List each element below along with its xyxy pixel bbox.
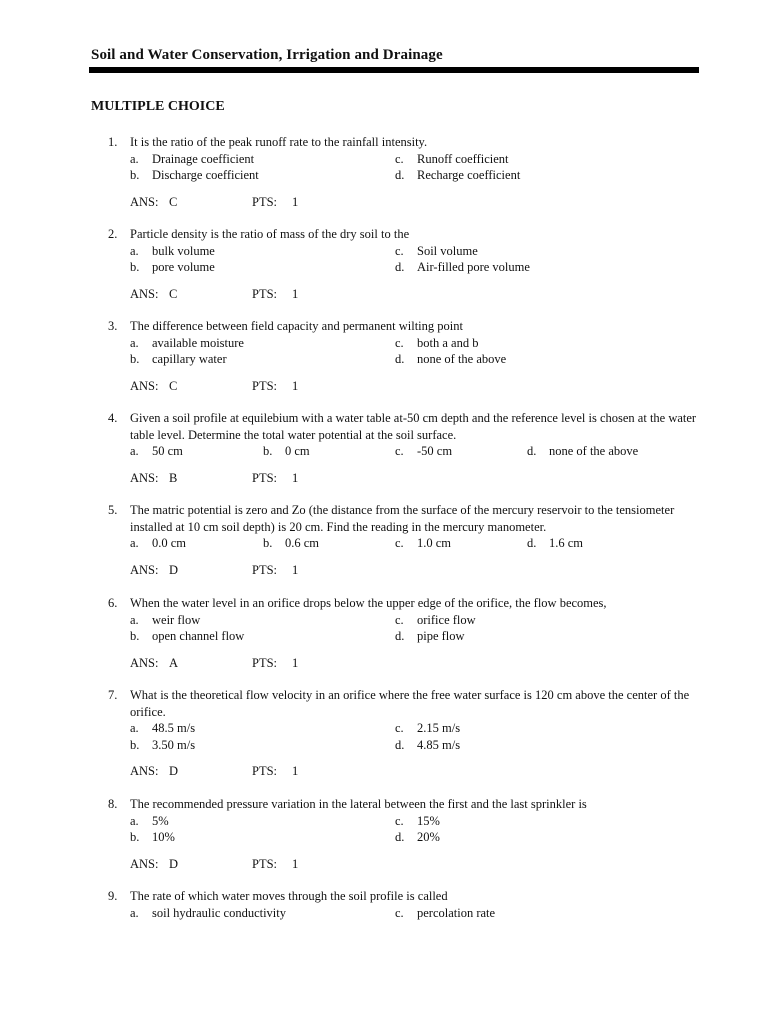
option-letter: c. (395, 721, 404, 735)
option-text: 50 cm (152, 444, 183, 458)
question-text: What is the theoretical flow velocity in an orifice where the free water surface is 120 cm above the center of the orifice. (130, 688, 690, 719)
option-letter: b. (130, 168, 140, 182)
ans-label: ANS: (130, 470, 159, 485)
question-number: 6. (108, 596, 118, 610)
answer-option (527, 443, 638, 460)
option-letter: b. (130, 629, 140, 643)
points-value: 1 (292, 470, 299, 485)
option-text: soil hydraulic conductivity (152, 905, 287, 920)
answer-option (130, 259, 215, 276)
answer-option (130, 443, 183, 460)
answer-option (395, 259, 530, 276)
answer-option (130, 612, 200, 629)
answer-option (395, 813, 440, 830)
answer-option (130, 813, 169, 830)
question-number: 7. (108, 688, 118, 702)
question-text: Given a soil profile at equilebium with a water table at-50 cm depth and the reference level is chosen at the water table level. Determine the total water potential at the soil surface. (130, 411, 697, 442)
answer-option (130, 335, 244, 352)
answer-option (130, 351, 227, 368)
option-text: 0.6 cm (285, 536, 320, 550)
option-text: percolation rate (417, 905, 496, 920)
option-letter: b. (130, 830, 140, 844)
document-title: Soil and Water Conservation, Irrigation and Drainage (91, 47, 443, 63)
option-letter: c. (395, 612, 404, 627)
option-text: 1.6 cm (549, 536, 584, 550)
option-letter: d. (527, 536, 537, 550)
points-value: 1 (292, 194, 299, 209)
option-letter: a. (130, 721, 139, 735)
header-rule (89, 67, 699, 73)
answer-option (395, 335, 478, 352)
answer-key: D (169, 562, 179, 577)
pts-label: PTS: (252, 562, 278, 577)
option-letter: a. (130, 335, 139, 350)
option-text: Soil volume (417, 243, 478, 258)
option-text: 3.50 m/s (152, 737, 196, 752)
answer-option (130, 535, 186, 552)
option-text: 20% (417, 830, 440, 844)
answer-option (130, 243, 215, 260)
option-letter: a. (130, 151, 139, 166)
option-text: 0 cm (285, 444, 310, 458)
pts-label: PTS: (252, 194, 278, 209)
points-value: 1 (292, 764, 299, 778)
answer-key: C (169, 194, 178, 209)
option-text: 2.15 m/s (417, 721, 461, 735)
answer-option (130, 905, 286, 922)
option-text: available moisture (152, 335, 244, 350)
answer-option (263, 443, 310, 460)
option-text: orifice flow (417, 612, 476, 627)
option-text: 4.85 m/s (417, 737, 461, 752)
answer-option (395, 829, 440, 846)
option-letter: a. (130, 444, 139, 458)
points-value: 1 (292, 286, 299, 301)
answer-option (395, 151, 509, 168)
answer-option (395, 737, 460, 754)
ans-label: ANS: (130, 286, 159, 301)
option-letter: d. (395, 168, 405, 182)
option-letter: b. (130, 260, 140, 274)
question-text: Particle density is the ratio of mass of the dry soil to the (130, 227, 410, 241)
answer-option (130, 151, 254, 168)
option-text: open channel flow (152, 629, 245, 643)
option-letter: d. (395, 352, 405, 366)
option-text: Air-filled pore volume (417, 260, 530, 274)
pts-label: PTS: (252, 286, 278, 301)
answer-option (130, 720, 195, 737)
option-letter: b. (263, 444, 273, 458)
option-letter: d. (395, 260, 405, 274)
option-text: none of the above (549, 444, 639, 458)
option-letter: a. (130, 905, 139, 920)
answer-option (395, 720, 460, 737)
question-text: It is the ratio of the peak runoff rate to the rainfall intensity. (130, 135, 428, 149)
option-text: Runoff coefficient (417, 151, 509, 166)
answer-key: C (169, 378, 178, 393)
option-letter: b. (130, 737, 140, 752)
option-text: weir flow (152, 612, 201, 627)
pts-label: PTS: (252, 378, 278, 393)
pts-label: PTS: (252, 655, 278, 670)
option-text: none of the above (417, 352, 507, 366)
answer-option (395, 535, 451, 552)
points-value: 1 (292, 655, 299, 670)
answer-option (263, 535, 319, 552)
ans-label: ANS: (130, 194, 159, 209)
question-number: 5. (108, 503, 118, 517)
answer-option (395, 443, 452, 460)
question-number: 8. (108, 797, 118, 811)
question-text: The rate of which water moves through the soil profile is called (130, 889, 448, 903)
answer-option (395, 628, 465, 645)
option-letter: a. (130, 243, 139, 258)
pts-label: PTS: (252, 856, 278, 871)
answer-option (395, 243, 478, 260)
option-text: 48.5 m/s (152, 721, 196, 735)
option-letter: c. (395, 151, 404, 166)
option-letter: d. (395, 629, 405, 643)
option-text: bulk volume (152, 243, 215, 258)
option-letter: b. (130, 352, 140, 366)
ans-label: ANS: (130, 764, 159, 778)
answer-key: D (169, 856, 179, 871)
answer-key: C (169, 286, 178, 301)
option-letter: a. (130, 536, 139, 550)
option-text: pore volume (152, 260, 215, 274)
option-text: Discharge coefficient (152, 168, 259, 182)
option-text: Recharge coefficient (417, 168, 521, 182)
option-letter: c. (395, 444, 404, 458)
answer-key: D (169, 764, 179, 778)
answer-option (130, 829, 175, 846)
question-number: 2. (108, 227, 118, 241)
ans-label: ANS: (130, 378, 159, 393)
answer-option (395, 905, 495, 922)
option-text: capillary water (152, 352, 227, 366)
option-text: 0.0 cm (152, 536, 187, 550)
question-number: 3. (108, 319, 118, 333)
option-letter: a. (130, 813, 139, 828)
option-letter: d. (527, 444, 537, 458)
option-letter: b. (263, 536, 273, 550)
option-text: pipe flow (417, 629, 465, 643)
answer-option (130, 737, 195, 754)
question-text: The difference between field capacity and permanent wilting point (130, 319, 463, 333)
question-text: When the water level in an orifice drops below the upper edge of the orifice, the flow becomes, (130, 596, 607, 610)
answer-option (395, 351, 506, 368)
question-number: 9. (108, 889, 118, 903)
option-text: 5% (152, 813, 169, 828)
option-letter: c. (395, 335, 404, 350)
option-letter: c. (395, 536, 404, 550)
option-letter: d. (395, 830, 405, 844)
pts-label: PTS: (252, 764, 278, 778)
ans-label: ANS: (130, 856, 159, 871)
points-value: 1 (292, 378, 299, 393)
option-text: both a and b (417, 335, 479, 350)
answer-key: B (169, 470, 178, 485)
pts-label: PTS: (252, 470, 278, 485)
answer-option (130, 167, 259, 184)
answer-option (527, 535, 583, 552)
option-text: 10% (152, 830, 175, 844)
points-value: 1 (292, 562, 299, 577)
question-number: 1. (108, 135, 118, 149)
answer-option (395, 612, 476, 629)
question-text: The recommended pressure variation in the lateral between the first and the last sprinkler is (130, 797, 587, 811)
question-number: 4. (108, 411, 118, 425)
option-letter: a. (130, 612, 139, 627)
answer-option (130, 628, 244, 645)
option-letter: c. (395, 243, 404, 258)
ans-label: ANS: (130, 562, 159, 577)
option-text: 1.0 cm (417, 536, 452, 550)
answer-key: A (169, 655, 179, 670)
points-value: 1 (292, 856, 299, 871)
option-text: 15% (417, 813, 440, 828)
answer-option (395, 167, 520, 184)
option-text: -50 cm (417, 444, 453, 458)
option-letter: d. (395, 737, 405, 752)
ans-label: ANS: (130, 655, 159, 670)
question-text: The matric potential is zero and Zo (the distance from the surface of the mercury reservoir to the tensiometer installed at 10 cm soil depth) is 20 cm. Find the reading in the mercury manometer. (130, 503, 675, 534)
option-text: Drainage coefficient (152, 151, 255, 166)
option-letter: c. (395, 813, 404, 828)
option-letter: c. (395, 905, 404, 920)
section-title: MULTIPLE CHOICE (91, 99, 225, 114)
